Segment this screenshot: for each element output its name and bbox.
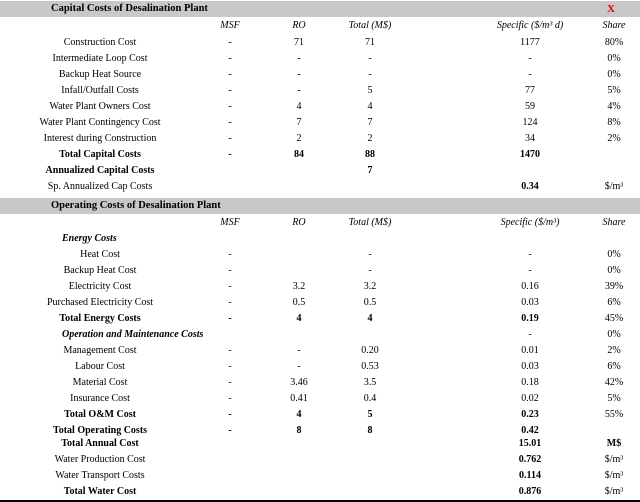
- table-row: [0, 179, 640, 195]
- operating-section-header: [0, 198, 640, 214]
- total-column-header: Total (M$): [348, 217, 392, 228]
- cell-specific: 0.762: [518, 454, 542, 465]
- cell-specific: -: [528, 69, 532, 80]
- cell-total: 0.5: [363, 297, 377, 308]
- table-row: [0, 163, 640, 179]
- specific-column-header: Specific ($/m³): [500, 217, 560, 228]
- cell-ro: 71: [294, 37, 304, 48]
- cell-total: 7: [367, 165, 373, 176]
- cell-msf: -: [228, 377, 232, 388]
- table-row: [0, 51, 640, 67]
- om-heading-specific: -: [528, 329, 532, 340]
- table-row: [0, 35, 640, 51]
- cell-msf: -: [228, 85, 232, 96]
- cell-total: -: [368, 69, 372, 80]
- capital-section-title: Capital Costs of Desalination Plant: [51, 3, 208, 14]
- table-row: [0, 279, 640, 295]
- cell-specific: 0.114: [519, 470, 541, 481]
- cell-share: M$: [606, 438, 622, 449]
- cell-ro: 2: [296, 133, 302, 144]
- cell-ro: -: [297, 69, 301, 80]
- cell-label: Material Cost: [72, 377, 128, 388]
- table-row: [0, 99, 640, 115]
- table-row: [0, 295, 640, 311]
- cell-total: 7: [367, 117, 373, 128]
- cell-specific: 0.876: [518, 486, 542, 497]
- cell-msf: -: [228, 117, 232, 128]
- om-costs-heading-row: [0, 327, 640, 343]
- cell-ro: 7: [296, 117, 302, 128]
- cell-msf: -: [228, 281, 232, 292]
- share-column-header: Share: [602, 20, 626, 31]
- cell-label: Total Energy Costs: [59, 313, 141, 324]
- cell-total: 88: [365, 149, 375, 160]
- cell-total: 4: [367, 101, 373, 112]
- cell-ro: -: [297, 85, 301, 96]
- cell-msf: -: [228, 361, 232, 372]
- ro-column-header: RO: [292, 217, 306, 228]
- cell-ro: 0.5: [292, 297, 306, 308]
- cell-total: 8: [367, 425, 373, 436]
- cell-msf: -: [228, 265, 232, 276]
- cell-ro: 4: [296, 313, 302, 324]
- cell-total: 2: [367, 133, 373, 144]
- cell-specific: 0.34: [521, 181, 539, 192]
- cell-msf: -: [228, 37, 232, 48]
- cell-share: 0%: [607, 69, 621, 80]
- table-row: [0, 375, 640, 391]
- cell-ro: 8: [296, 425, 302, 436]
- cell-label: Annualized Capital Costs: [45, 165, 155, 176]
- cell-share: 6%: [607, 297, 621, 308]
- cell-label: Management Cost: [63, 345, 137, 356]
- cell-specific: -: [528, 249, 532, 260]
- cell-label: Water Plant Contingency Cost: [39, 117, 161, 128]
- om-costs-heading: Operation and Maintenance Costs: [62, 329, 204, 340]
- cell-share: 2%: [607, 345, 621, 356]
- cell-specific: 1470: [520, 149, 540, 160]
- cell-total: 5: [367, 409, 373, 420]
- cell-ro: -: [297, 361, 301, 372]
- cell-msf: -: [228, 53, 232, 64]
- cell-label: Intermediate Loop Cost: [52, 53, 148, 64]
- operating-column-headers: [0, 215, 640, 231]
- table-row: [0, 468, 640, 484]
- cell-share: 4%: [607, 101, 621, 112]
- cell-specific: 34: [525, 133, 535, 144]
- cell-ro: -: [297, 53, 301, 64]
- table-row: [0, 115, 640, 131]
- cell-share: 39%: [604, 281, 624, 292]
- table-row: [0, 407, 640, 423]
- close-button[interactable]: X: [607, 3, 615, 15]
- ro-column-header: RO: [292, 20, 306, 31]
- cell-msf: -: [228, 249, 232, 260]
- cell-total: 5: [367, 85, 373, 96]
- cell-specific: 0.01: [521, 345, 539, 356]
- cell-label: Electricity Cost: [68, 281, 132, 292]
- cell-share: 5%: [607, 393, 621, 404]
- table-row: [0, 83, 640, 99]
- cell-specific: -: [528, 53, 532, 64]
- capital-column-headers: [0, 18, 640, 34]
- msf-column-header: MSF: [220, 20, 240, 31]
- cell-specific: 0.23: [521, 409, 539, 420]
- table-row: [0, 263, 640, 279]
- total-column-header: Total (M$): [348, 20, 392, 31]
- cell-specific: 0.03: [521, 297, 539, 308]
- cell-total: -: [368, 249, 372, 260]
- cell-share: 6%: [607, 361, 621, 372]
- cell-label: Heat Cost: [80, 249, 120, 260]
- cell-label: Water Production Cost: [54, 454, 146, 465]
- cell-label: Infall/Outfall Costs: [61, 85, 139, 96]
- cell-label: Sp. Annualized Cap Costs: [47, 181, 153, 192]
- cell-msf: -: [228, 409, 232, 420]
- cell-msf: -: [228, 149, 232, 160]
- cell-msf: -: [228, 425, 232, 436]
- cell-ro: 3.2: [292, 281, 306, 292]
- cell-msf: -: [228, 393, 232, 404]
- cell-label: Labour Cost: [75, 361, 125, 372]
- cell-ro: 84: [294, 149, 304, 160]
- energy-costs-heading: Energy Costs: [62, 233, 117, 244]
- om-heading-share: 0%: [607, 329, 621, 340]
- cell-total: 3.5: [363, 377, 377, 388]
- cell-label: Total O&M Cost: [64, 409, 136, 420]
- operating-section-title: Operating Costs of Desalination Plant: [51, 200, 221, 211]
- cell-share: 0%: [607, 265, 621, 276]
- cell-total: 4: [367, 313, 373, 324]
- msf-column-header: MSF: [220, 217, 240, 228]
- table-row: [0, 311, 640, 327]
- cell-specific: 0.03: [521, 361, 539, 372]
- cell-msf: -: [228, 313, 232, 324]
- table-row: [0, 131, 640, 147]
- cell-share: 0%: [607, 249, 621, 260]
- cell-label: Backup Heat Source: [58, 69, 142, 80]
- table-row: [0, 67, 640, 83]
- cell-msf: -: [228, 69, 232, 80]
- cell-total: 0.4: [363, 393, 377, 404]
- cell-specific: -: [528, 265, 532, 276]
- cell-msf: -: [228, 133, 232, 144]
- cell-specific: 0.16: [521, 281, 539, 292]
- cell-specific: 0.19: [521, 313, 539, 324]
- cell-label: Purchased Electricity Cost: [46, 297, 154, 308]
- cell-ro: 4: [296, 409, 302, 420]
- cell-specific: 59: [525, 101, 535, 112]
- share-column-header: Share: [602, 217, 626, 228]
- capital-section-header: [0, 1, 640, 17]
- cell-specific: 0.18: [521, 377, 539, 388]
- cell-msf: -: [228, 345, 232, 356]
- table-row: [0, 436, 640, 452]
- cell-label: Water Transport Costs: [55, 470, 145, 481]
- cell-total: -: [368, 265, 372, 276]
- table-row: [0, 343, 640, 359]
- cell-total: -: [368, 53, 372, 64]
- cell-label: Total Annual Cost: [61, 438, 139, 449]
- cell-label: Total Operating Costs: [52, 425, 148, 436]
- cell-label: Interest during Construction: [43, 133, 157, 144]
- cell-specific: 15.01: [518, 438, 542, 449]
- cell-share: $/m³: [604, 181, 624, 192]
- table-row: [0, 147, 640, 163]
- cell-share: $/m³: [604, 454, 624, 465]
- cell-share: 2%: [607, 133, 621, 144]
- cell-specific: 0.02: [521, 393, 539, 404]
- cell-label: Total Capital Costs: [59, 149, 141, 160]
- cell-share: 0%: [607, 53, 621, 64]
- cell-msf: -: [228, 101, 232, 112]
- cell-share: 45%: [604, 313, 624, 324]
- cell-label: Backup Heat Cost: [63, 265, 137, 276]
- table-row: [0, 484, 640, 500]
- cell-share: 55%: [604, 409, 624, 420]
- cell-share: 42%: [604, 377, 624, 388]
- cell-share: 8%: [607, 117, 621, 128]
- cell-specific: 124: [522, 117, 538, 128]
- cell-label: Total Water Cost: [63, 486, 137, 497]
- cell-specific: 77: [525, 85, 535, 96]
- cell-specific: 0.42: [521, 425, 539, 436]
- cell-share: 5%: [607, 85, 621, 96]
- cell-share: $/m³: [604, 470, 624, 481]
- cell-total: 3.2: [363, 281, 377, 292]
- cell-msf: -: [228, 297, 232, 308]
- cell-ro: 0.41: [290, 393, 308, 404]
- cell-specific: 1177: [520, 37, 540, 48]
- cell-ro: 3.46: [290, 377, 308, 388]
- cell-total: 71: [365, 37, 375, 48]
- cell-ro: -: [297, 345, 301, 356]
- cell-label: Insurance Cost: [70, 393, 130, 404]
- table-row: [0, 359, 640, 375]
- cell-share: $/m³: [604, 486, 624, 497]
- cell-label: Water Plant Owners Cost: [49, 101, 151, 112]
- cell-label: Construction Cost: [63, 37, 137, 48]
- cell-total: 0.20: [361, 345, 379, 356]
- cell-total: 0.53: [361, 361, 379, 372]
- cell-share: 80%: [604, 37, 624, 48]
- energy-costs-heading-row: [0, 231, 640, 247]
- table-row: [0, 247, 640, 263]
- table-row: [0, 391, 640, 407]
- cell-ro: 4: [296, 101, 302, 112]
- specific-column-header: Specific ($/m³ d): [496, 20, 564, 31]
- table-row: [0, 452, 640, 468]
